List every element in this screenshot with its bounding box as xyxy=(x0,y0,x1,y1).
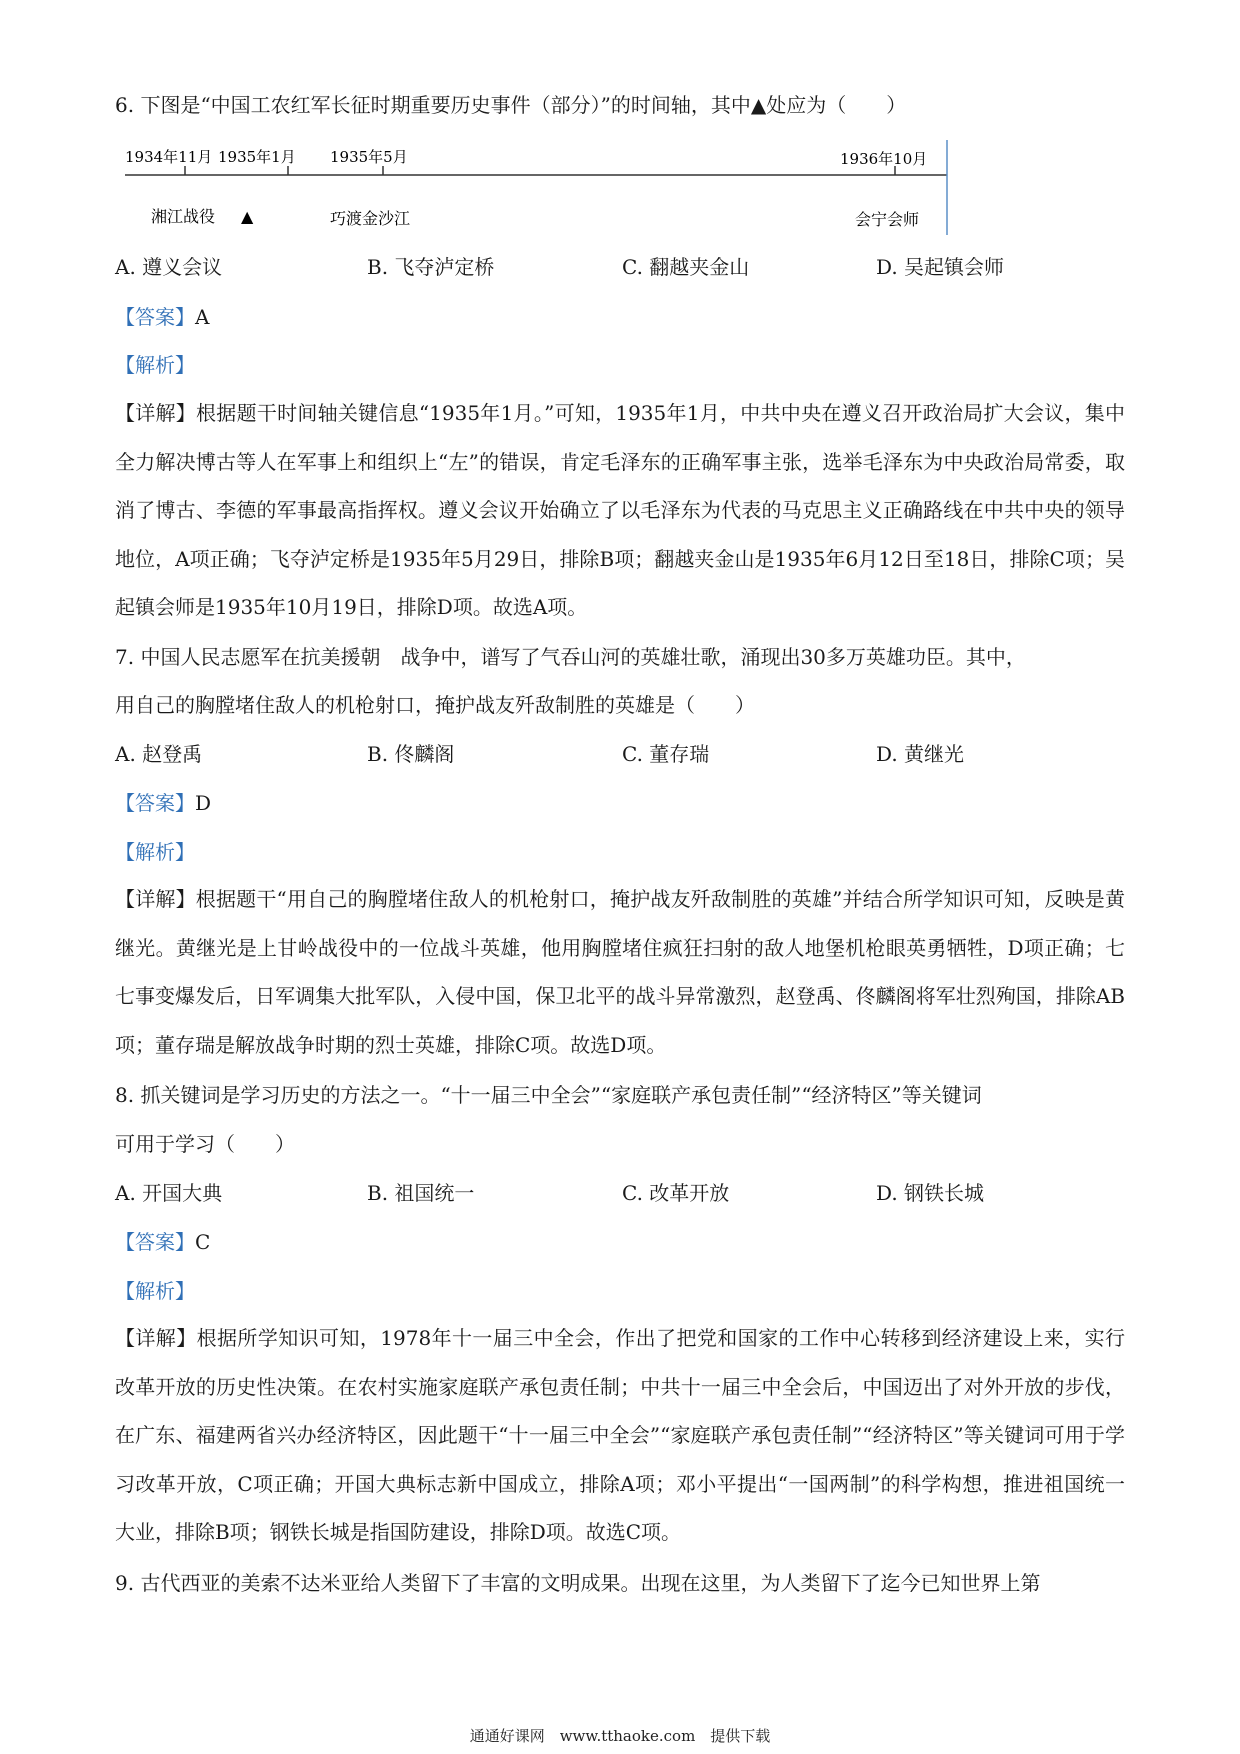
detail-tag: 【详解】 xyxy=(115,1326,197,1350)
answer-value: A xyxy=(195,305,210,329)
detail-text: 根据所学知识可知，1978年十一届三中全会，作出了把党和国家的工作中心转移到经济建设上来，实行改革开放的历史性决策。在农村实施家庭联产承包责任制；中共十一届三中全会后，中国迈出了对外开放的步伐，在广东、福建两省兴办经济特区，因此题干“十一届三中全会”“家庭联产承包责任制”“经济特区”等关键词可用于学习改革开放，C项正确；开国大典标志新中国成立，排除A项；邓小平提出“一国两制”的科学构想，推进祖国统一大业，排除B项；钢铁长城是指国防建设，排除D项。故选C项。 xyxy=(115,1326,1125,1544)
analysis-tag: 【解析】 xyxy=(115,1279,195,1303)
q8-detail xyxy=(115,1314,1125,1557)
q7-option-c: C. 董存瑞 xyxy=(622,742,710,766)
q7-analysis-heading xyxy=(115,839,195,865)
q6-analysis-heading xyxy=(115,352,195,378)
q6-detail xyxy=(115,389,1125,632)
q6-answer xyxy=(115,304,209,330)
q7-option-b: B. 佟麟阁 xyxy=(367,742,455,766)
timeline-event: 巧渡金沙江 xyxy=(330,209,411,228)
q8-analysis-heading xyxy=(115,1278,195,1304)
analysis-tag: 【解析】 xyxy=(115,840,195,864)
q6-option-a: A. 遵义会议 xyxy=(115,255,223,279)
timeline-event-marker: ▲ xyxy=(241,207,254,226)
q6-timeline xyxy=(115,140,975,245)
page-footer: 通通好课网 www.tthaoke.com 提供下载 xyxy=(469,1727,771,1745)
q8-option-a: A. 开国大典 xyxy=(115,1181,223,1205)
answer-value: C xyxy=(195,1230,211,1254)
q7-stem-line1: 7. 中国人民志愿军在抗美援朝 战争中，谱写了气吞山河的英雄壮歌，涌现出30多万英雄功臣。其中， xyxy=(115,645,1026,669)
answer-tag: 【答案】 xyxy=(115,791,195,815)
q8-option-d: D. 钢铁长城 xyxy=(876,1181,985,1205)
answer-tag: 【答案】 xyxy=(115,1230,195,1254)
detail-text: 根据题干“用自己的胸膛堵住敌人的机枪射口，掩护战友歼敌制胜的英雄”并结合所学知识可知，反映是黄继光。黄继光是上甘岭战役中的一位战斗英雄，他用胸膛堵住疯狂扫射的敌人地堡机枪眼英勇牺牲，D项正确；七七事变爆发后，日军调集大批军队，入侵中国，保卫北平的战斗异常激烈，赵登禹、佟麟阁将军壮烈殉国，排除AB项；董存瑞是解放战争时期的烈士英雄，排除C项。故选D项。 xyxy=(115,887,1125,1057)
q8-stem-line2: 可用于学习（ ） xyxy=(115,1132,295,1156)
detail-tag: 【详解】 xyxy=(115,401,197,425)
q7-answer xyxy=(115,790,211,816)
analysis-tag: 【解析】 xyxy=(115,353,195,377)
q7-stem-line2: 用自己的胸膛堵住敌人的机枪射口，掩护战友歼敌制胜的英雄是（ ） xyxy=(115,693,755,717)
q6-option-c: C. 翻越夹金山 xyxy=(622,255,750,279)
timeline-event: 会宁会师 xyxy=(855,210,920,229)
timeline-date: 1936年10月 xyxy=(840,150,928,168)
q6-option-d: D. 吴起镇会师 xyxy=(876,255,1005,279)
detail-tag: 【详解】 xyxy=(115,887,196,911)
answer-tag: 【答案】 xyxy=(115,305,195,329)
detail-text: 根据题干时间轴关键信息“1935年1月。”可知，1935年1月，中共中央在遵义召开政治局扩大会议，集中全力解决博古等人在军事上和组织上“左”的错误，肯定毛泽东的正确军事主张，选举毛泽东为中央政治局常委，取消了博古、李德的军事最高指挥权。遵义会议开始确立了以毛泽东为代表的马克思主义正确路线在中共中央的领导地位，A项正确；飞夺泸定桥是1935年5月29日，排除B项；翻越夹金山是1935年6月12日至18日，排除C项；吴起镇会师是1935年10月19日，排除D项。故选A项。 xyxy=(115,401,1125,619)
timeline-date: 1935年1月 xyxy=(218,148,296,166)
timeline-event: 湘江战役 xyxy=(151,207,216,226)
q8-option-b: B. 祖国统一 xyxy=(367,1181,475,1205)
q7-detail xyxy=(115,875,1125,1069)
q9-stem-line1: 9. 古代西亚的美索不达米亚给人类留下了丰富的文明成果。出现在这里，为人类留下了迄今已知世界上第 xyxy=(115,1571,1041,1595)
timeline-date: 1935年5月 xyxy=(330,148,408,166)
timeline-date: 1934年11月 xyxy=(125,148,213,166)
q8-answer xyxy=(115,1229,210,1255)
q8-stem-line1: 8. 抓关键词是学习历史的方法之一。“十一届三中全会”“家庭联产承包责任制”“经济特区”等关键词 xyxy=(115,1083,982,1107)
q7-option-d: D. 黄继光 xyxy=(876,742,965,766)
q6-option-b: B. 飞夺泸定桥 xyxy=(367,255,495,279)
answer-value: D xyxy=(195,791,212,815)
q6-stem: 6. 下图是“中国工农红军长征时期重要历史事件（部分）”的时间轴，其中▲处应为（ ） xyxy=(115,93,907,117)
q8-option-c: C. 改革开放 xyxy=(622,1181,730,1205)
q7-option-a: A. 赵登禹 xyxy=(115,742,203,766)
